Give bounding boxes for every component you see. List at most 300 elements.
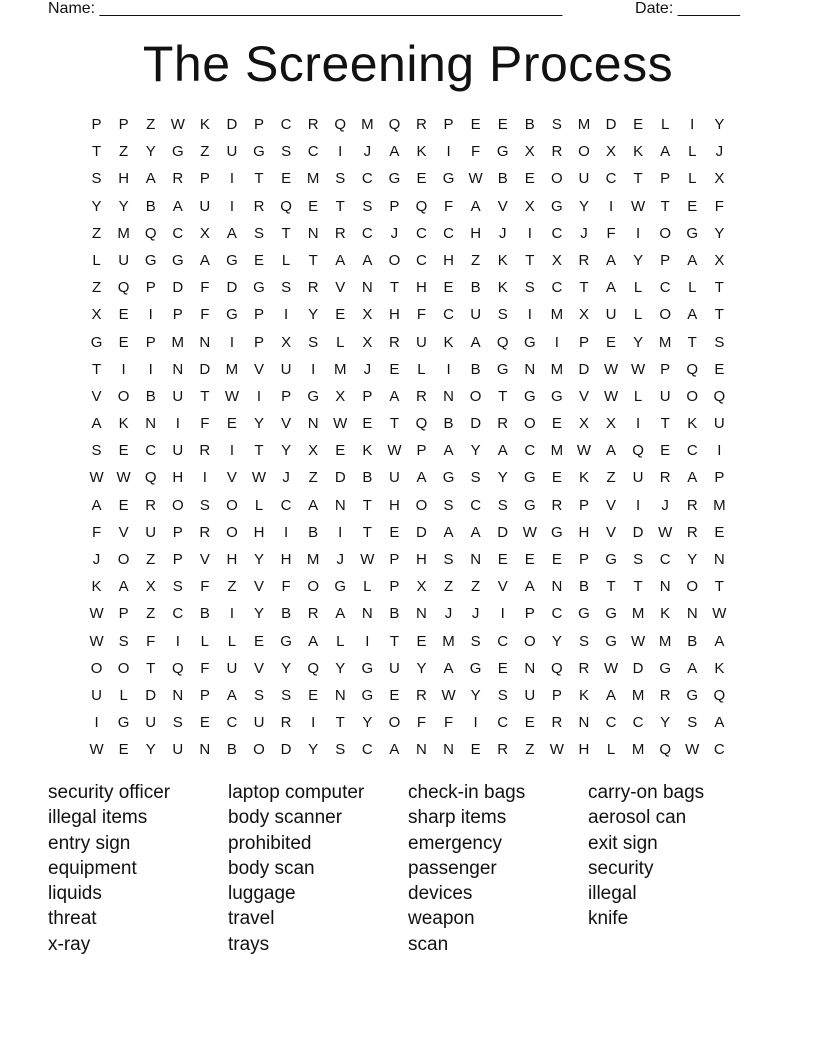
grid-letter: Y [660,714,671,732]
grid-letter: H [416,279,427,297]
grid-letter: T [660,197,670,215]
grid-letter: R [307,279,319,297]
grid-letter: Y [118,197,129,215]
grid-letter: M [306,551,320,568]
grid-row [83,329,733,356]
grid-letter: T [146,659,156,677]
grid-letter: A [606,279,617,297]
grid-letter: R [253,197,265,215]
grid-letter: I [527,306,532,324]
grid-letter: T [91,360,102,378]
grid-letter: A [687,469,698,487]
grid-letter: Y [551,632,562,650]
grid-letter: Z [146,605,156,623]
grid-letter: Y [145,741,156,759]
grid-letter: U [524,686,536,704]
grid-letter: T [633,170,643,188]
grid-letter: J [715,143,724,161]
grid-letter: S [443,551,454,568]
grid-row [83,301,733,328]
grid-letter: S [172,714,183,732]
word-item: trays [228,933,270,955]
grid-letter: O [226,523,238,541]
grid-letter: Q [144,224,157,242]
grid-letter: H [470,224,482,242]
grid-letter: H [416,551,427,568]
grid-letter: K [578,686,589,704]
grid-letter: K [91,578,102,596]
grid-letter: L [200,632,210,650]
grid-letter: U [145,523,157,541]
grid-row [83,709,733,736]
grid-letter: A [226,224,237,242]
grid-letter: L [336,333,345,351]
word-item: exit sign [588,832,658,854]
grid-letter: N [172,360,184,378]
grid-letter: K [416,143,427,161]
grid-letter: Z [525,741,535,759]
grid-letter: C [172,224,184,242]
grid-letter: U [388,659,400,677]
grid-letter: Q [551,659,563,677]
grid-letter: L [417,360,426,378]
grid-letter: A [606,251,617,269]
grid-letter: I [446,360,451,378]
grid-letter: A [308,632,319,650]
grid-letter: W [685,741,700,759]
grid-letter: M [117,224,130,242]
word-item: entry sign [48,832,131,854]
grid-letter: G [605,632,617,650]
grid-letter: N [199,741,211,759]
grid-row [83,464,733,491]
grid-letter: K [497,279,508,297]
grid-letter: M [631,605,645,623]
grid-letter: Z [119,143,129,161]
grid-letter: H [578,741,590,759]
grid-letter: O [226,496,238,514]
grid-letter: U [145,714,157,732]
grid-letter: C [497,632,509,650]
grid-letter: L [227,632,237,650]
grid-letter: P [578,333,589,351]
grid-letter: C [416,251,427,269]
grid-letter: I [202,469,207,487]
grid-letter: D [334,469,346,487]
grid-row [83,138,733,165]
grid-letter: U [659,387,671,405]
grid-letter: E [714,523,725,541]
grid-letter: X [335,387,346,405]
grid-letter: P [578,496,589,514]
grid-letter: N [145,415,157,433]
grid-letter: Y [281,659,292,677]
grid-letter: T [254,442,264,460]
grid-letter: C [524,442,536,460]
grid-letter: C [551,224,563,242]
grid-letter: E [118,333,129,351]
grid-letter: O [307,578,319,596]
grid-letter: X [578,306,589,324]
grid-letter: P [443,116,454,133]
grid-letter: K [714,659,725,677]
grid-letter: S [551,116,562,133]
grid-letter: I [121,360,126,378]
grid-letter: E [660,442,671,460]
grid-letter: C [551,605,563,623]
word-item: liquids [48,883,102,905]
grid-row [83,274,733,301]
grid-letter: I [94,714,99,732]
grid-letter: L [363,578,372,596]
grid-letter: U [253,714,265,732]
grid-letter: A [606,442,617,460]
grid-letter: C [659,279,671,297]
grid-letter: G [469,659,482,677]
grid-letter: I [229,333,235,351]
grid-letter: D [226,116,238,133]
grid-letter: U [226,659,238,677]
grid-letter: H [118,170,130,188]
grid-letter: R [334,224,346,242]
grid-letter: V [497,578,508,596]
grid-letter: S [118,632,129,650]
word-item: illegal [588,883,637,905]
grid-letter: V [226,469,237,487]
grid-letter: P [660,251,671,269]
grid-letter: S [281,143,292,161]
grid-letter: G [171,251,184,269]
grid-letter: I [636,224,641,242]
grid-letter: O [659,306,672,324]
grid-letter: Y [362,714,373,732]
grid-letter: W [224,387,240,405]
grid-letter: F [200,578,210,596]
grid-letter: F [281,578,291,596]
grid-letter: A [470,197,481,215]
grid-letter: N [416,605,427,623]
grid-letter: L [688,170,697,188]
grid-letter: G [605,605,617,623]
grid-letter: W [360,551,375,568]
grid-letter: P [91,116,102,133]
grid-letter: O [578,143,590,161]
grid-letter: X [606,415,617,433]
grid-letter: R [307,605,319,623]
grid-letter: I [148,360,153,378]
grid-letter: E [606,333,617,351]
grid-letter: E [551,469,562,487]
grid-letter: D [416,523,427,541]
grid-letter: Z [146,116,156,133]
grid-letter: F [200,279,210,297]
grid-letter: Q [334,116,347,133]
grid-letter: U [91,686,102,704]
grid-letter: A [308,496,319,514]
grid-letter: P [389,197,400,215]
grid-letter: P [254,333,265,351]
grid-letter: G [361,686,374,704]
grid-letter: R [551,496,563,514]
grid-letter: M [550,306,564,324]
header-line [48,0,768,22]
grid-letter: U [470,306,482,324]
grid-letter: W [89,605,104,623]
grid-letter: A [362,251,373,269]
grid-letter: Y [281,442,292,460]
grid-letter: P [172,551,183,568]
grid-letter: O [415,496,428,514]
grid-letter: N [199,333,211,351]
grid-letter: T [606,578,616,596]
grid-letter: T [335,197,345,215]
date-field-label: Date: _______ [635,0,740,17]
grid-letter: H [578,523,590,541]
grid-letter: S [254,224,265,242]
grid-letter: N [334,686,346,704]
grid-letter: Y [308,306,319,324]
grid-letter: H [388,306,400,324]
grid-letter: R [416,116,427,133]
grid-letter: S [362,197,373,215]
grid-letter: N [659,578,671,596]
grid-letter: K [497,251,508,269]
grid-letter: E [470,116,481,133]
grid-letter: S [633,551,644,568]
grid-letter: Q [415,197,428,215]
word-column [408,780,588,957]
grid-letter: G [551,387,563,405]
grid-letter: G [686,686,699,704]
grid-letter: G [334,578,347,596]
grid-letter: W [576,442,592,460]
grid-letter: D [605,116,617,133]
grid-letter: N [334,496,346,514]
grid-letter: B [362,469,373,487]
grid-letter: M [306,170,320,188]
grid-letter: Y [335,659,346,677]
grid-letter: A [389,741,400,759]
grid-letter: W [549,741,564,759]
grid-letter: A [687,251,698,269]
grid-letter: W [603,659,619,677]
grid-letter: Q [496,333,509,351]
word-item: travel [228,908,275,930]
grid-letter: L [254,496,264,514]
grid-letter: B [470,279,481,297]
grid-letter: C [659,551,671,568]
grid-letter: C [361,224,373,242]
grid-letter: Y [714,224,725,242]
grid-letter: F [91,523,102,541]
grid-letter: N [172,686,184,704]
grid-letter: B [145,387,156,405]
grid-letter: Y [497,469,508,487]
grid-letter: K [660,605,671,623]
word-item: sharp items [408,807,507,829]
grid-letter: S [254,686,265,704]
grid-letter: P [362,387,373,405]
word-item: weapon [408,908,475,930]
grid-letter: Z [471,251,481,269]
grid-letter: E [443,279,454,297]
grid-letter: P [199,170,210,188]
grid-letter: Z [146,551,156,568]
grid-letter: T [389,632,399,650]
grid-letter: Y [633,333,644,351]
grid-letter: Y [145,143,156,161]
grid-letter: E [389,360,400,378]
grid-letter: J [390,224,399,242]
grid-letter: W [658,523,673,541]
grid-letter: D [632,523,644,541]
name-field-label: Name: ____________________________________________________ [48,0,563,17]
grid-letter: O [117,659,130,677]
grid-letter: I [229,170,235,188]
grid-letter: W [631,632,646,650]
grid-letter: C [145,442,157,460]
grid-letter: C [605,170,617,188]
grid-letter: V [199,551,210,568]
grid-letter: A [118,578,129,596]
word-item: luggage [228,883,296,905]
grid-letter: F [416,714,427,732]
grid-letter: C [713,741,725,759]
grid-letter: V [254,659,265,677]
grid-letter: V [118,523,129,541]
grid-letter: Y [470,442,481,460]
grid-letter: S [497,686,508,704]
grid-letter: D [497,523,509,541]
grid-letter: I [365,632,370,650]
grid-letter: R [659,469,671,487]
grid-letter: E [551,415,562,433]
grid-letter: F [416,306,427,324]
grid-letter: U [280,360,292,378]
word-item: body scanner [228,807,343,829]
grid-row [83,356,733,383]
grid-row [83,220,733,247]
grid-letter: C [361,170,373,188]
grid-letter: P [524,605,535,623]
grid-letter: E [226,415,237,433]
grid-letter: N [524,659,536,677]
grid-letter: R [416,387,427,405]
word-item: prohibited [228,832,312,854]
grid-letter: U [713,415,725,433]
grid-letter: E [118,306,129,324]
grid-letter: N [416,741,427,759]
grid-letter: O [171,496,184,514]
grid-letter: S [687,714,698,732]
grid-letter: S [308,333,319,351]
grid-letter: E [118,442,129,460]
grid-letter: P [145,279,156,297]
grid-letter: L [336,632,345,650]
grid-letter: E [470,741,481,759]
grid-letter: J [363,360,372,378]
grid-letter: E [416,170,427,188]
grid-letter: K [199,116,210,133]
grid-letter: O [523,415,536,433]
grid-letter: W [631,360,646,378]
grid-letter: E [551,551,562,568]
grid-letter: Q [632,442,644,460]
grid-letter: A [714,632,725,650]
grid-letter: B [687,632,698,650]
grid-letter: P [281,387,292,405]
grid-letter: G [523,333,536,351]
grid-letter: I [229,605,235,623]
grid-letter: P [172,306,183,324]
word-item: x-ray [48,933,91,955]
grid-letter: H [253,523,265,541]
grid-row [83,736,733,763]
grid-letter: D [280,741,292,759]
grid-letter: A [389,143,400,161]
grid-letter: J [498,224,507,242]
grid-letter: C [280,116,292,133]
grid-letter: I [338,143,343,161]
grid-letter: C [172,605,184,623]
grid-letter: H [280,551,292,568]
grid-letter: W [89,632,104,650]
grid-letter: E [497,116,508,133]
grid-letter: U [578,170,590,188]
grid-letter: M [631,741,645,759]
grid-letter: K [362,442,373,460]
grid-letter: C [497,714,509,732]
grid-letter: C [605,714,617,732]
grid-letter: R [199,442,211,460]
grid-letter: J [336,551,344,568]
grid-letter: O [90,659,103,677]
grid-letter: L [633,279,643,297]
grid-letter: P [145,333,156,351]
grid-letter: Q [171,659,184,677]
grid-letter: A [91,496,102,514]
grid-letter: Z [91,279,102,297]
grid-letter: L [633,306,643,324]
grid-letter: M [631,686,645,704]
word-item: threat [48,908,97,930]
grid-letter: H [172,469,184,487]
grid-letter: I [554,333,559,351]
grid-letter: I [608,197,614,215]
grid-letter: P [416,442,427,460]
grid-letter: F [443,714,454,732]
grid-letter: U [172,741,184,759]
grid-letter: Q [659,741,672,759]
grid-letter: J [363,143,372,161]
grid-letter: C [361,741,373,759]
grid-letter: X [524,143,535,161]
grid-letter: Q [713,686,726,704]
grid-letter: X [416,578,427,596]
grid-letter: F [606,224,616,242]
grid-letter: C [443,224,454,242]
grid-letter: C [686,442,698,460]
grid-letter: R [280,714,292,732]
word-column [588,780,768,932]
grid-letter: B [389,605,400,623]
grid-letter: X [91,306,102,324]
grid-letter: W [468,170,483,188]
grid-letter: C [443,306,454,324]
grid-letter: E [633,116,644,133]
grid-row [83,600,733,627]
grid-letter: Y [254,415,265,433]
